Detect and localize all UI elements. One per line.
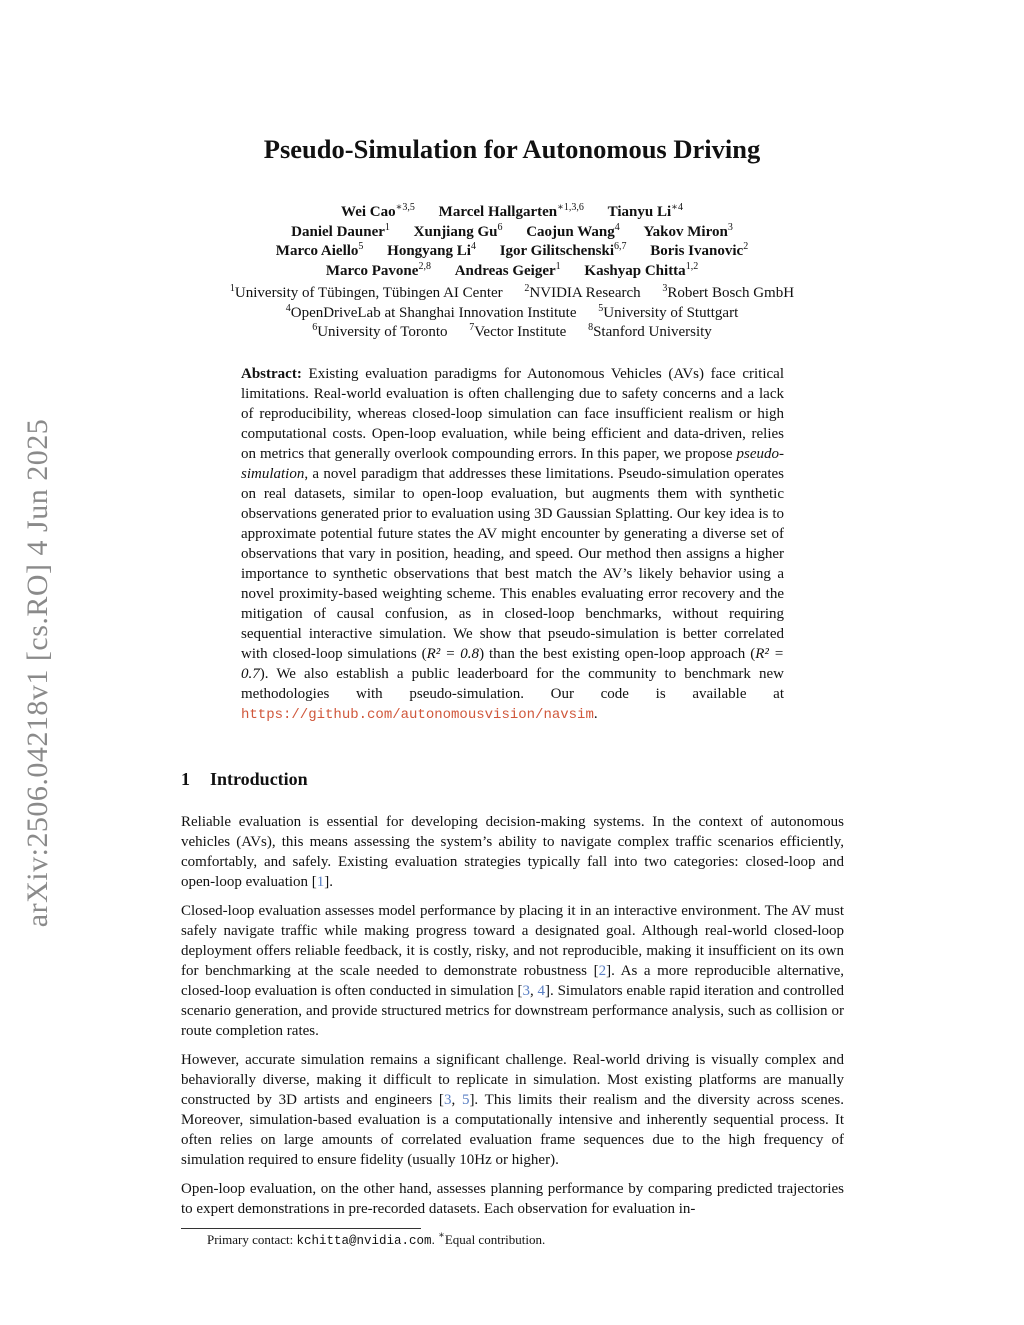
r2-closed-loop: R² = 0.8: [426, 646, 480, 662]
author: Xunjiang Gu$^6$: [413, 221, 503, 240]
paragraph: Reliable evaluation is essential for developing decision-making systems. In the context of autonomous vehicles (AVs), this means assessing the system’s ability to navigate complex traffic scenarios efficiently, comfortably, and safely. Existing evaluation strategies typically fall into two categories: closed-loop and open-loop evaluation [1].: [181, 814, 844, 890]
author: Kashyap Chitta$^{1,2}$: [584, 260, 699, 279]
author: Tianyu $Li^{∗4}$: [607, 202, 683, 220]
affiliation: $^2$NVIDIA Research: [524, 283, 641, 301]
author: Andreas Geiger$^1$: [454, 260, 561, 279]
paragraph: Closed-loop evaluation assesses model performance by placing it in an interactive environment. The AV must safely navigate traffic while making progress toward a designated goal. Although real-world closed-loop deployment offers reliable feedback, it is costly, risky, and not reproducible, making it insufficient on its own for benchmarking at the scale needed to demonstrate robustness [2]. As a more reproducible alternative, closed-loop evaluation is often conducted in simulation [3, 4]. Simulators enable rapid iteration and controlled scenario generation, and provide structured metrics for downstream performance analysis, such as collision or route completion rates.: [181, 903, 844, 1039]
affiliation-list: [0, 284, 1024, 343]
citation-link[interactable]: 1: [316, 874, 325, 890]
author-line: [0, 262, 1024, 282]
author-line: [0, 223, 1024, 243]
footnote: Primary contact: kchitta@nvidia.com. ∗Equal contribution.: [207, 1230, 546, 1248]
affiliation: $^3$Robert Bosch GmbH: [662, 283, 795, 301]
citation-link[interactable]: 5: [461, 1092, 470, 1108]
arxiv-sidebar: [12, 378, 64, 968]
author: Igor Gilitschenski$^{6,7}$: [499, 241, 627, 259]
citation-link[interactable]: 3: [443, 1092, 452, 1108]
section-number: 1: [181, 769, 190, 789]
github-link[interactable]: https://github.com/autonomousvision/navsim: [241, 707, 594, 723]
author-line: [0, 242, 1024, 262]
affiliation: $^5$University of Stuttgart: [598, 302, 739, 321]
affiliation: $^8$Stanford University: [588, 322, 712, 340]
emphasis-term: pseudo-simulation: [241, 446, 784, 482]
affiliation: $^4$OpenDriveLab at Shanghai Innovation Institute: [285, 302, 577, 321]
citation-link[interactable]: 4: [537, 983, 546, 999]
abstract-paragraph: Abstract: Existing evaluation paradigms for Autonomous Vehicles (AVs) face critical limitations. Real-world evaluation is often challenging due to safety concerns and a lack of reproducibility, whereas closed-loop simulation can face insufficient realism or high computational costs. Open-loop evaluation, while being efficient and data-driven, relies on metrics that generally overlook compounding errors. In this paper, we propose pseudo-simulation, a novel paradigm that addresses these limitations. Pseudo-simulation operates on real datasets, similar to open-loop evaluation, but augments them with synthetic observations generated prior to evaluation using 3D Gaussian Splatting. Our key idea is to approximate potential future states the AV might encounter by generating a diverse set of observations that vary in position, heading, and speed. Our method then assigns a higher importance to synthetic observations that best match the AV’s likely behavior using a novel proximity-based weighting scheme. This enables evaluating error recovery and the mitigation of causal confusion, as in closed-loop benchmarks, without requiring sequential interactive simulation. We show that pseudo-simulation is better correlated with closed-loop simulations (R² = 0.8) than the best existing open-loop approach (R² = 0.7). We also establish a public leaderboard for the community to benchmark new methodologies with pseudo-simulation. Our code is available at https://github.com/autonomousvision/navsim.: [241, 366, 784, 723]
affiliation-line: [0, 284, 1024, 304]
arxiv-identifier: arXiv:2506.04218v1 [cs.RO] 4 Jun 2025: [21, 418, 54, 928]
author-line: [0, 203, 1024, 223]
section-title: Introduction: [210, 769, 308, 789]
author-list: [0, 203, 1024, 281]
paragraph: Open-loop evaluation, on the other hand, assesses planning performance by comparing predicted trajectories to expert demonstrations in pre-recorded datasets. Each observation for evaluation in-: [181, 1181, 844, 1217]
body-text: [181, 812, 844, 1228]
section-heading: [181, 769, 308, 790]
author: Caojun Wang$^4$: [526, 221, 620, 240]
author: Boris Ivanovic$^2$: [650, 241, 749, 259]
citation-link[interactable]: 2: [598, 963, 607, 979]
author: Yakov Miron$^3$: [643, 221, 733, 240]
affiliation: $^6$University of Toronto: [312, 322, 448, 340]
r2-open-loop: R² = 0.7: [241, 646, 784, 682]
affiliation-line: [0, 304, 1024, 324]
author: Daniel Dauner$^1$: [291, 221, 390, 240]
contact-email[interactable]: kchitta@nvidia.com: [296, 1234, 432, 1248]
abstract: [241, 364, 784, 725]
paper-title: Pseudo-Simulation for Autonomous Driving: [263, 134, 761, 164]
author: Wei Cao$^{∗3,5}$: [341, 202, 415, 220]
author: Hongyang Li$^4$: [387, 241, 476, 259]
affiliation: $^7$Vector Institute: [469, 322, 567, 340]
author: Marco Pavone$^{2,8}$: [325, 260, 431, 279]
abstract-label: Abstract:: [241, 366, 302, 382]
author: Marcel Hallgarten$^{∗1,3,6}$: [438, 202, 584, 220]
affiliation-line: [0, 323, 1024, 343]
citation-link[interactable]: 3: [522, 983, 530, 999]
affiliation: $^1$University of Tübingen, Tübingen AI Center: [229, 283, 503, 301]
paragraph: However, accurate simulation remains a significant challenge. Real-world driving is visually complex and behaviorally diverse, making it difficult to replicate in simulation. Most existing platforms are manually constructed by 3D artists and engineers [3, 5]. This limits their realism and the diversity across scenes. Moreover, simulation-based evaluation is a computationally intensive and inherently sequential process. It often relies on large amounts of correlated evaluation frame sequences due to the high frequency of simulation required to ensure fidelity (usually 10Hz or higher).: [181, 1052, 844, 1168]
author: Marco Aiello$^5$: [275, 241, 364, 259]
footnote-divider: [181, 1228, 421, 1229]
